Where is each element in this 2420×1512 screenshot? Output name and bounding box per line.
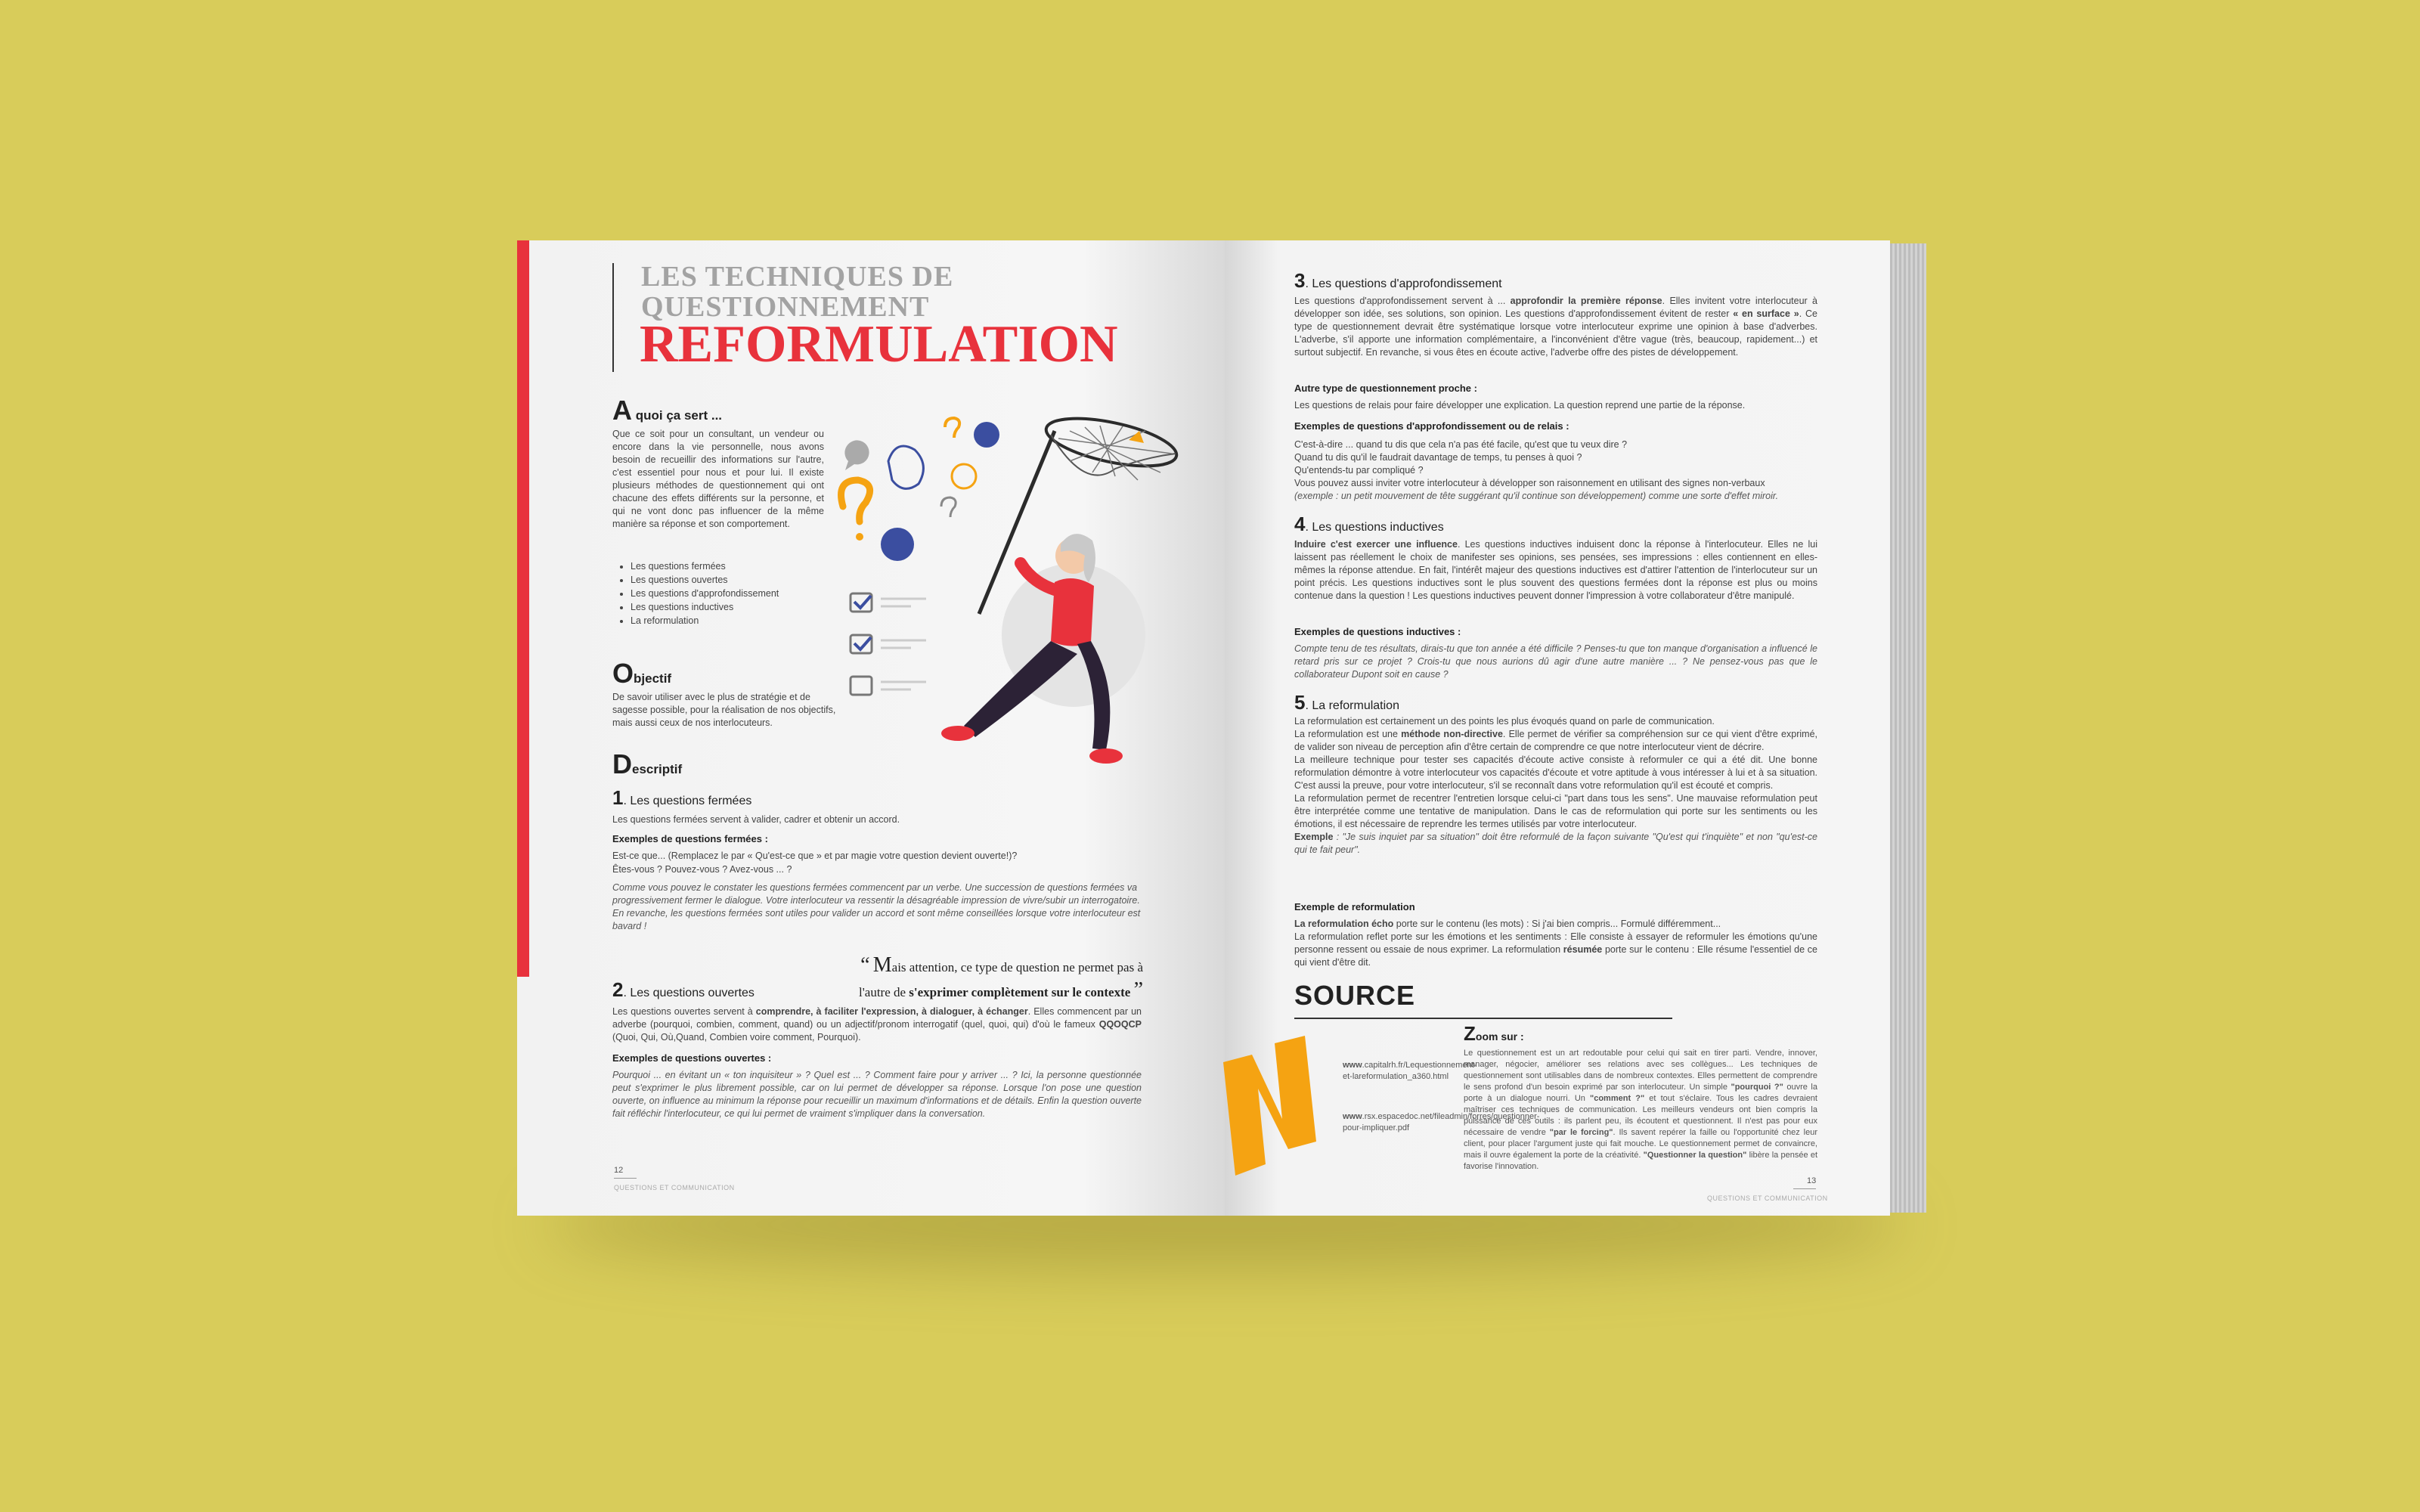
page-number-right: 13: [1807, 1176, 1817, 1185]
speech-bubble-icon: [881, 528, 914, 561]
heading-text: oom sur :: [1475, 1030, 1524, 1043]
section-3-other-text: Les questions de relais pour faire développer une explication. La question reprend une partie de la réponse.: [1294, 400, 1746, 411]
source-heading: SOURCE: [1294, 980, 1416, 1011]
example-italic: Compte tenu de tes résultats, dirais-tu que ton année a été difficile ? Penses-tu que ton manque d'organisation a influencé le retard pris sur ce projet ? Crois-tu que nous aurions dû agir d'une autre manière ... ? Ne pensez-vous pas que le collaborateur Dupont soit en cause ?: [1294, 643, 1817, 680]
text-run: porte sur le contenu (les mots) : Si j'ai bien compris... Formulé différemment...: [1393, 919, 1721, 929]
drop-cap: Z: [1464, 1022, 1476, 1045]
question-mark-icon: [945, 418, 959, 438]
section-2-text: [612, 1005, 1142, 1044]
section-title-text: . Les questions ouvertes: [623, 987, 755, 999]
ok-hand-icon: [888, 446, 923, 488]
open-quote-glyph: “: [860, 953, 870, 977]
heading-text: bjectif: [634, 671, 672, 686]
text-run: (Quoi, Qui, Où,Quand, Combien voire comment, Pourquoi).: [612, 1032, 861, 1043]
example-line: [1294, 490, 1817, 503]
footer-right: QUESTIONS ET COMMUNICATION: [1707, 1194, 1828, 1202]
link-prefix: www: [1343, 1061, 1362, 1070]
section-4-examples-label: Exemples de questions inductives :: [1294, 626, 1461, 637]
text-run: . Elles invitent votre interlocuteur à développer son idée, ses solutions, son opinion. Les questions d'approfondissement évitent de rester: [1294, 296, 1817, 319]
text-run: Le questionnement est un art redoutable pour celui qui sait en tirer parti. Vendre, innover, manager, négocier, améliorer ses relations avec ses collègues... Les techniques de questionnement sont utilisables dans de nombreux contextes. Elles permettent de comprendre le sens profond d'un besoin exprimé par son interlocuteur. Un simple: [1464, 1049, 1817, 1092]
link-prefix: www: [1343, 1112, 1362, 1121]
text-run: . Ils savent repérer la faille ou l'opportunité chez leur client, pour placer l'argument juste qui fait mouche. Le questionnement permet de convaincre, mais il ouvre également la porte de la créativité.: [1464, 1128, 1818, 1160]
section-1-note: [612, 881, 1142, 933]
page-title: REFORMULATION: [640, 315, 1118, 373]
text-run: et tout s'éclaire. Tous les cadres devraient maîtriser ces techniques de communication. Les meilleurs vendeurs ont bien compris la puissance de ces outils : ils parlent peu, ils écoutent et questionnent. Il n'est pas pour eux nécessaire de vendre: [1464, 1094, 1817, 1137]
section-4-examples: [1294, 643, 1817, 681]
text-run: La reformulation est une: [1294, 729, 1402, 739]
text-run: . Elle permet de vérifier sa compréhension sur ce qui vient d'être exprimé, de valider son niveau de perception afin d'être certain de comprendre ce que notre interlocuteur vient de décrire.: [1294, 729, 1817, 752]
section-number: 1: [612, 786, 624, 809]
text-run: La reformulation reflet porte sur les émotions et les sentiments : Elle consiste à essayer de reformuler les émotions qu'une personne ressent ou essaie de nous exprimer. La reformulation: [1294, 931, 1817, 955]
text-emphasis: comprendre, à faciliter l'expression, à dialoguer, à échanger: [755, 1006, 1028, 1017]
section-title-text: . Les questions fermées: [623, 795, 752, 807]
text-emphasis: résumée: [1563, 944, 1603, 955]
source-link-2[interactable]: [1343, 1111, 1540, 1134]
section-1-example-2: Êtes-vous ? Pouvez-vous ? Avez-vous ... ?: [612, 864, 792, 875]
smile-icon: [952, 464, 976, 488]
paragraph: [1294, 918, 1817, 931]
section-number: 4: [1294, 513, 1306, 535]
example-line: C'est-à-dire ... quand tu dis que cela n'a pas été facile, qu'est que tu veux dire ?: [1294, 439, 1628, 450]
quote-line-2: [779, 979, 1143, 1004]
heading-text: escriptif: [632, 762, 683, 776]
text-emphasis: "Questionner la question": [1643, 1151, 1747, 1160]
check-mark-icon: [854, 596, 871, 608]
quote-initial: M: [872, 953, 892, 977]
checkbox-icon: [851, 677, 872, 695]
text-run: libère la pensée et favorise l'innovation.: [1464, 1151, 1817, 1171]
text-emphasis: "par le forcing": [1549, 1128, 1613, 1137]
section-3-text: [1294, 295, 1817, 359]
quote-text: ais attention, ce type de question ne permet pas à: [891, 960, 1143, 974]
heading-descriptif: [612, 748, 682, 780]
butterfly-net-illustration: [828, 401, 1191, 794]
question-mark-icon: [841, 480, 870, 522]
paragraph: [1294, 931, 1817, 969]
a-quoi-text: Que ce soit pour un consultant, un vendeur ou encore dans la vie personnelle, nous avons besoin de recueillir des informations sur l'autre, c'est essentiel pour nous et pour lui. Il existe plusieurs méthodes de questionnement qui ont chacune des effets différents sur la personne, et qui ne vont donc pas influencer de la même manière sa réponse et son comportement.: [612, 429, 824, 529]
quote-emphasis: s'exprimer complètement sur le contexte: [909, 985, 1131, 999]
example-italic: : "Je suis inquiet par sa situation" doit être reformulé de la façon suivante "Qu'est qui t'inquiète" et non "qu'est-ce qui te fait peur".: [1294, 832, 1817, 855]
text-run: ouvre la porte à un dialogue nourri. Un: [1464, 1083, 1817, 1103]
drop-cap: A: [612, 395, 632, 426]
text-run: . Elles commencent par un adverbe (pourquoi, combien, comment, quand) ou un adjectif/pronom interrogatif (quel, quoi, qui) d'où le fameux: [612, 1006, 1142, 1030]
paragraph: La meilleure technique pour tester ses capacités d'écoute active consiste à reformuler ce qui a été dit. Une bonne reformulation démontre à votre interlocuteur vos capacités d'écoute et votre aptitude à vous intéresser à lui et à sa situation. C'est aussi la preuve, pour votre interlocuteur, s'il se reconnaît dans votre reformulation qu'il est écouté et compris.: [1294, 754, 1817, 791]
text-emphasis: "pourquoi ?": [1731, 1083, 1783, 1092]
text-emphasis: approfondir la première réponse: [1510, 296, 1662, 306]
section-5-title: [1294, 691, 1399, 714]
note-text: Comme vous pouvez le constater les questions fermées commencent par un verbe. Une succession de questions fermées va progressivement fermer le dialogue. Votre interlocuteur va ressentir la désagréable impression de vivre/subir un interrogatoire. En revanche, les questions fermées sont utiles pour valider un accord et sont même conseillées lorsque votre interlocuteur est bavard !: [612, 882, 1141, 931]
question-mark-dot: [856, 533, 863, 541]
character-shoe: [1089, 748, 1123, 764]
page-number-rule: [614, 1178, 637, 1179]
section-4-text: [1294, 538, 1817, 603]
section-5-examples-label: Exemple de reformulation: [1294, 901, 1415, 912]
link-text: .rsx.espacedoc.net/fileadmin/forres/questionner-pour-impliquer.pdf: [1343, 1112, 1540, 1132]
quote-text: l'autre de: [858, 985, 909, 999]
section-1-title: [612, 786, 751, 810]
text-run: Les questions d'approfondissement servent à ...: [1294, 296, 1511, 306]
bullet-list: [612, 559, 832, 627]
title-line-2: QUESTIONNEMENT: [641, 291, 930, 323]
section-1-text: Les questions fermées servent à valider, cadrer et obtenir un accord.: [612, 814, 900, 825]
section-title-text: . Les questions d'approfondissement: [1305, 277, 1502, 290]
heading-zoom: [1464, 1022, 1524, 1046]
example-italic: (exemple : un petit mouvement de tête suggérant qu'il continue son développement) comme une sorte d'effet miroir.: [1294, 491, 1779, 501]
section-4-title: [1294, 513, 1444, 536]
text-run: . Les questions inductives induisent donc la réponse à l'interlocuteur. Elles ne lui laissent pas réellement le choix de manifester ses opinions, ses pensées, ses impressions : elles contiennent en elles-mêmes la réponse attendue. En fait, l'intérêt majeur des questions inductives est d'attirer l'attention de l'interlocuteur sur un point précis. Les questions inductives sont le plus souvent des questions fermées dont la réponse est plus ou moins contenue dans la question ! Les questions inductives peuvent donner l'impression à votre collaborateur d'être manipulé.: [1294, 539, 1817, 601]
paragraph: [1294, 831, 1817, 857]
text-emphasis: QQOQCP: [1098, 1019, 1142, 1030]
text-run: . Ce type de questionnement devrait être systématique lorsque votre interlocuteur exprime une opinion à base d'adverbes. L'adverbe, s'il apporte une information complémentaire, a l'inconvénient d'être vague (très, beaucoup, rapidement...) et surtout subjectif. En revanche, si vous êtes en écoute active, l'adverbe offre des pistes de développement.: [1294, 308, 1817, 358]
paragraph: [1294, 728, 1817, 754]
section-3-examples: [1294, 438, 1817, 503]
list-item: • Les questions inductives: [631, 600, 832, 614]
section-1-examples-label: Exemples de questions fermées :: [612, 833, 768, 844]
text-emphasis: Induire c'est exercer une influence: [1294, 539, 1458, 550]
example-line: Qu'entends-tu par compliqué ?: [1294, 465, 1424, 476]
quote-line-1: [779, 954, 1143, 979]
character-shoe: [941, 726, 975, 741]
list-item: • Les questions fermées: [631, 559, 832, 573]
section-3-examples-label: Exemples de questions d'approfondissement ou de relais :: [1294, 420, 1569, 432]
section-2-examples-label: Exemples de questions ouvertes :: [612, 1052, 772, 1064]
source-rule: [1294, 1018, 1672, 1019]
text-emphasis: La reformulation écho: [1294, 919, 1394, 929]
section-title-text: . La reformulation: [1305, 699, 1399, 712]
paragraph: La reformulation est certainement un des points les plus évoqués quand on parle de communication.: [1294, 716, 1715, 727]
text-emphasis: « en surface »: [1733, 308, 1799, 319]
drop-cap: O: [612, 658, 634, 689]
page-edges: [1890, 243, 1926, 1213]
title-rule: [612, 263, 614, 372]
section-2-note: [612, 1069, 1142, 1120]
heading-objectif: [612, 658, 671, 689]
section-number: 5: [1294, 691, 1306, 714]
footer-left: QUESTIONS ET COMMUNICATION: [614, 1184, 735, 1191]
section-number: 3: [1294, 269, 1306, 292]
letter-n-decoration: [1222, 1028, 1320, 1187]
example-line: Quand tu dis qu'il le faudrait davantage de temps, tu penses à quoi ?: [1294, 452, 1582, 463]
speech-bubble-icon: [974, 422, 999, 448]
note-text: Pourquoi ... en évitant un « ton inquisiteur » ? Quel est ... ? Comment faire pour y arriver ... ? Ici, la personne questionnée peut s'exprimer le plus librement possible, car on lui permet de développer sa réponse. Lorsque l'on pose une question ouverte, on influence au minimum la réponse pour recueillir un maximum d'informations et de détails. Enfin la question ouverte fait réfléchir l'interlocuteur, ce qui lui permet de vraiment s'impliquer dans la conversation.: [612, 1070, 1142, 1119]
section-title-text: . Les questions inductives: [1305, 521, 1444, 534]
red-side-bar: [517, 240, 529, 977]
section-5-body: [1294, 715, 1817, 857]
page-number-rule: [1793, 1188, 1816, 1189]
pull-quote: [779, 954, 1143, 1004]
section-number: 2: [612, 978, 624, 1001]
heading-text: quoi ça sert ...: [632, 408, 723, 423]
text-run: Les questions ouvertes servent à: [612, 1006, 756, 1017]
list-item: • La reformulation: [631, 614, 832, 627]
link-text: .capitalrh.fr/Lequestionnement-et-lareformulation_a360.html: [1343, 1061, 1477, 1081]
source-link-1[interactable]: [1343, 1060, 1477, 1083]
title-line-1: LES TECHNIQUES DE: [641, 261, 954, 293]
close-quote-glyph: ”: [1133, 978, 1143, 1002]
section-3-other-label: Autre type de questionnement proche :: [1294, 383, 1477, 394]
text-emphasis: Exemple: [1294, 832, 1334, 842]
page-number-left: 12: [614, 1166, 624, 1175]
section-1-example-1: Est-ce que... (Remplacez le par « Qu'est-ce que » et par magie votre question devient ouverte!)?: [612, 850, 1018, 861]
speech-bubble-icon: [844, 440, 869, 470]
objectif-text: De savoir utiliser avec le plus de stratégie et de sagesse possible, pour la réalisation de nos objectifs, mais aussi ceux de nos interlocuteurs.: [612, 692, 836, 728]
example-line: Vous pouvez aussi inviter votre interlocuteur à développer son raisonnement en utilisant des signes non-verbaux: [1294, 478, 1765, 488]
section-5-examples: [1294, 918, 1817, 969]
text-emphasis: méthode non-directive: [1401, 729, 1503, 739]
list-item: • Les questions d'approfondissement: [631, 587, 832, 600]
paragraph: La reformulation permet de recentrer l'entretien lorsque celui-ci "part dans tous les sens". Une mauvaise reformulation peut être interprétée comme une tentative de manipulation. Dans le cas de reformulation qui porte sur les sentiments ou les émotions, il est nécessaire de reprendre les termes utilisés par votre interlocuteur.: [1294, 793, 1817, 829]
text-run: porte sur le contenu : Elle résume l'essentiel de ce qui vient d'être dit.: [1294, 944, 1817, 968]
question-mark-icon: [941, 497, 956, 517]
check-mark-icon: [854, 637, 871, 649]
section-3-title: [1294, 269, 1502, 293]
heading-a-quoi: [612, 395, 722, 426]
list-item: • Les questions ouvertes: [631, 573, 832, 587]
zoom-text: [1464, 1048, 1817, 1173]
text-emphasis: "comment ?": [1590, 1094, 1645, 1103]
section-2-title: [612, 978, 755, 1002]
drop-cap: D: [612, 748, 632, 779]
